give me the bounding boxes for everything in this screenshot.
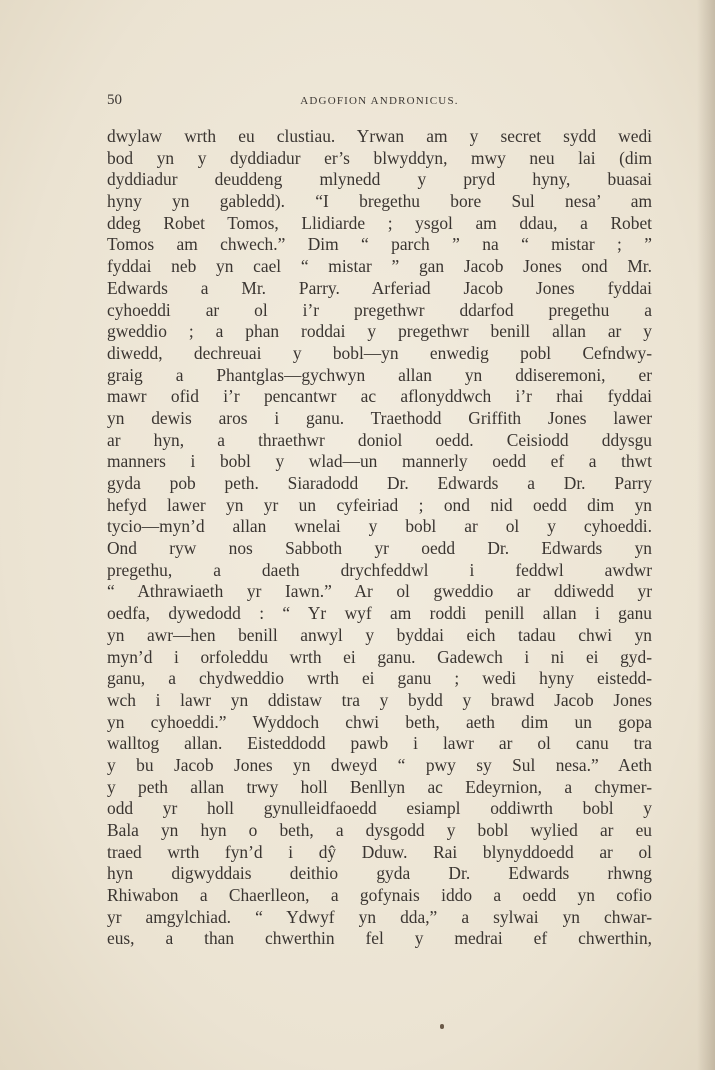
text-line: pregethu, a daeth drychfeddwl i feddwl awdwr — [107, 559, 652, 580]
text-line: gyda pob peth. Siaradodd Dr. Edwards a Dr. Parry — [107, 473, 652, 493]
text-line: eus, a than chwerthin fel y medrai ef chwerthin, — [107, 928, 652, 949]
text-line: hyn digwyddais deithio gyda Dr. Edwards rhwng — [107, 863, 652, 884]
body-text — [107, 126, 652, 950]
text-line: Tomos am chwech.” Dim “ parch ” na “ mistar ; ” — [107, 234, 652, 255]
text-line: wch i lawr yn ddistaw tra y bydd y brawd Jacob Jones — [107, 689, 652, 710]
paper-speck — [440, 1024, 444, 1029]
page-number: 50 — [107, 92, 122, 108]
text-line: ganu, a chydweddio wrth ei ganu ; wedi hyny eistedd- — [107, 668, 652, 689]
text-line: mawr ofid i’r pencantwr ac aflonyddwch i’r rhai fyddai — [107, 386, 652, 407]
text-line: “ Athrawiaeth yr Iawn.” Ar ol gweddio ar ddiwedd yr — [107, 581, 652, 602]
text-line: myn’d i orfoleddu wrth ei ganu. Gadewch i ni ei gyd- — [107, 646, 652, 667]
text-line: cyhoeddi ar ol i’r pregethwr ddarfod pregethu a — [107, 299, 652, 320]
text-line: yr amgylchiad. “ Ydwyf yn dda,” a sylwai yn chwar- — [107, 906, 652, 927]
text-line: hyny yn gabledd). “I bregethu bore Sul nesa’ am — [107, 191, 652, 212]
text-line: y peth allan trwy holl Benllyn ac Edeyrnion, a chymer- — [107, 776, 652, 797]
text-line: ar hyn, a thraethwr doniol oedd. Ceisiodd ddysgu — [107, 429, 652, 450]
text-line: y bu Jacob Jones yn dweyd “ pwy sy Sul nesa.” Aeth — [107, 754, 652, 775]
text-line: Rhiwabon a Chaerlleon, a gofynais iddo a oedd yn cofio — [107, 885, 652, 906]
text-line: walltog allan. Eisteddodd pawb i lawr ar ol canu tra — [107, 733, 652, 754]
text-line: graig a Phantglas—gychwyn allan yn ddiseremoni, er — [107, 364, 652, 385]
text-line: manners i bobl y wlad—un mannerly oedd ef a thwt — [107, 451, 652, 472]
text-line: traed wrth fyn’d i dŷ Dduw. Rai blynyddoedd ar ol — [107, 841, 652, 862]
page-header — [107, 92, 652, 114]
page-edge-shadow — [697, 0, 715, 1070]
text-line: dyddiadur deuddeng mlynedd y pryd hyny, buasai — [107, 169, 652, 190]
text-line: bod yn y dyddiadur er’s blwyddyn, mwy neu lai (dim — [107, 147, 652, 168]
text-line: ddeg Robet Tomos, Llidiarde ; ysgol am ddau, a Robet — [107, 212, 652, 233]
text-line: gweddio ; a phan roddai y pregethwr benill allan ar y — [107, 321, 652, 342]
text-line: diwedd, dechreuai y bobl—yn enwedig pobl Cefndwy- — [107, 342, 652, 363]
text-line: yn cyhoeddi.” Wyddoch chwi beth, aeth dim un gopa — [107, 711, 652, 732]
text-line: hefyd lawer yn yr un cyfeiriad ; ond nid oedd dim yn — [107, 494, 652, 515]
text-line: odd yr holl gynulleidfaoedd esiampl oddiwrth bobl y — [107, 798, 652, 819]
text-line: Edwards a Mr. Parry. Arferiad Jacob Jones fyddai — [107, 277, 652, 298]
text-line: fyddai neb yn cael “ mistar ” gan Jacob Jones ond Mr. — [107, 256, 652, 277]
text-line: yn dewis aros i ganu. Traethodd Griffith Jones lawer — [107, 407, 652, 428]
running-head: ADGOFION ANDRONICUS. — [300, 95, 459, 107]
text-line: Ond ryw nos Sabboth yr oedd Dr. Edwards yn — [107, 538, 652, 559]
text-line: dwylaw wrth eu clustiau. Yrwan am y secret sydd wedi — [107, 126, 652, 146]
text-line: oedfa, dywedodd : “ Yr wyf am roddi penill allan i ganu — [107, 603, 652, 624]
text-line: Bala yn hyn o beth, a dysgodd y bobl wylied ar eu — [107, 820, 652, 840]
text-line: yn awr—hen benill anwyl y byddai eich tadau chwi yn — [107, 624, 652, 645]
text-line: tycio—myn’d allan wnelai y bobl ar ol y cyhoeddi. — [107, 516, 652, 537]
